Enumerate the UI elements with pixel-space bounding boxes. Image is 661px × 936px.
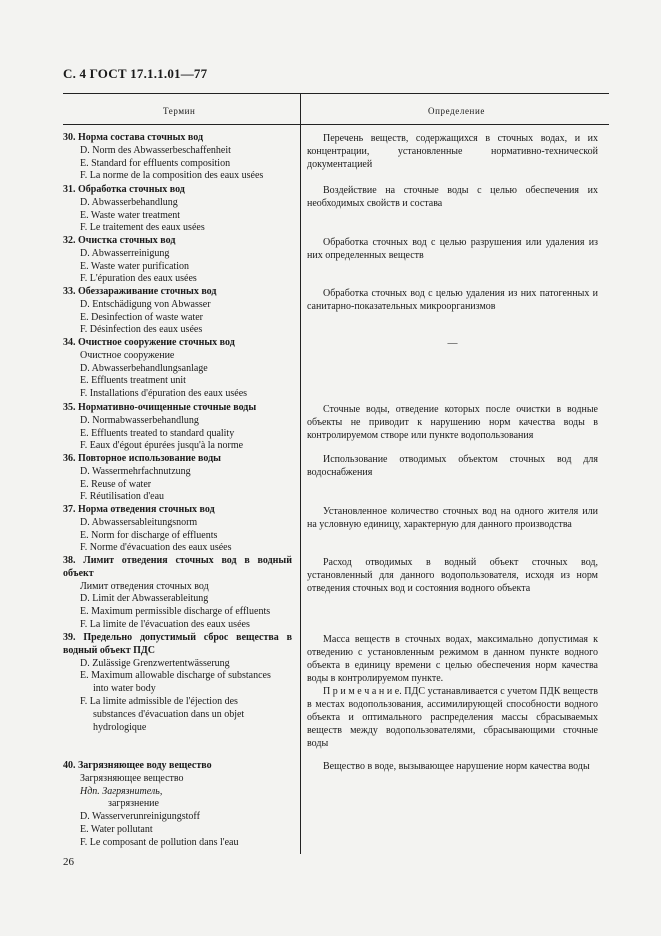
definition-text: Перечень веществ, содержащихся в сточных водах, и их концентрации, установленные нормативно-технической документацией — [307, 133, 598, 170]
page-header: С. 4 ГОСТ 17.1.1.01—77 — [63, 66, 208, 81]
term-translation-en: E. Norm for discharge of effluents — [80, 529, 218, 541]
term-title: 33. Обеззараживание сточных вод — [63, 286, 217, 297]
term-31 — [63, 184, 292, 235]
term-37 — [63, 504, 292, 555]
term-translation-en: E. Effluents treated to standard quality — [80, 427, 235, 439]
term-translation-fr: F. Eaux d'égout épurées jusqu'à la norme — [80, 440, 244, 452]
term-translation-de: D. Norm des Abwasserbeschaffenheit — [80, 144, 231, 156]
term-translation-de: D. Normabwasserbehandlung — [80, 414, 199, 426]
definition-text: Вещество в воде, вызывающее нарушение норм качества воды — [323, 761, 590, 772]
term-35 — [63, 402, 292, 453]
definition-31 — [307, 184, 598, 210]
term-translation-fr-cont: hydrologique — [93, 721, 147, 733]
term-translation-de: D. Limit der Abwasserableitung — [80, 593, 209, 605]
definition-text: Сточные воды, отведение которых после очистки в водные объекты не приводит к нарушению норм качества воды в контролируемом створе или пункте водопользования — [307, 404, 598, 441]
definition-30 — [307, 132, 598, 171]
term-title: 36. Повторное использование воды — [63, 453, 221, 464]
definition-34 — [307, 337, 598, 350]
term-translation-de: D. Entschädigung von Abwasser — [80, 298, 211, 310]
term-38 — [63, 555, 292, 632]
table-header-rule — [63, 124, 609, 125]
term-translation-en: E. Reuse of water — [80, 478, 152, 490]
term-translation-fr: F. Désinfection des eaux usées — [80, 324, 203, 336]
term-translation-en: E. Effluents treatment unit — [80, 375, 186, 387]
term-translation-de: D. Abwasserreinigung — [80, 247, 170, 259]
term-translation-en: E. Waste water treatment — [80, 209, 181, 221]
term-translation-en: E. Maximum permissible discharge of effluents — [80, 606, 271, 618]
term-title: 34. Очистное сооружение сточных вод — [63, 337, 235, 348]
term-translation-fr: F. L'épuration des eaux usées — [80, 273, 197, 285]
term-translation-en: E. Water pollutant — [80, 823, 153, 835]
term-translation-fr: F. Norme d'évacuation des eaux usées — [80, 542, 232, 554]
term-30 — [63, 132, 292, 183]
term-deprecated: Ндп. Загрязнитель, — [80, 785, 163, 797]
term-translation-fr: F. La limite admissible de l'éjection des — [80, 695, 238, 707]
term-translation-fr: F. Installations d'épuration des eaux usées — [80, 388, 248, 400]
term-34 — [63, 337, 292, 401]
term-deprecated-cont: загрязнение — [108, 798, 159, 810]
definition-text: Установленное количество сточных вод на одного жителя или на условную единицу, характерную для данного производства — [307, 506, 598, 530]
term-synonym: Лимит отведения сточных вод — [80, 580, 209, 592]
table-top-rule — [63, 93, 609, 94]
term-translation-fr: F. Le composant de pollution dans l'eau — [80, 836, 239, 848]
column-header-term: Термин — [163, 106, 196, 116]
column-divider-body — [300, 124, 301, 854]
term-title: 40. Загрязняющее воду вещество — [63, 760, 212, 771]
term-translation-de: D. Wassermehrfachnutzung — [80, 465, 191, 477]
term-translation-de: D. Abwasserbehandlung — [80, 196, 178, 208]
term-translation-en: E. Waste water purification — [80, 260, 189, 272]
term-synonym: Очистное сооружение — [80, 349, 175, 361]
term-title: 39. Предельно допустимый сброс вещества в водный объект ПДС — [63, 632, 292, 656]
term-title: 32. Очистка сточных вод — [63, 235, 176, 246]
definition-text: Воздействие на сточные воды с целью обеспечения их необходимых свойств и состава — [307, 185, 598, 209]
term-40 — [63, 760, 292, 850]
term-translation-en: E. Maximum allowable discharge of substances — [80, 670, 271, 682]
term-synonym: Загрязняющее вещество — [80, 772, 184, 784]
term-translation-fr: F. La norme de la composition des eaux usées — [80, 170, 264, 182]
page-number: 26 — [63, 856, 74, 868]
term-translation-de: D. Zulässige Grenzwertentwässerung — [80, 657, 230, 669]
term-title: 38. Лимит отведения сточных вод в водный объект — [63, 555, 292, 579]
term-title: 31. Обработка сточных вод — [63, 184, 185, 195]
definition-dash: — — [447, 338, 458, 349]
term-translation-en: E. Standard for effluents composition — [80, 157, 231, 169]
term-translation-fr-cont: substances d'évacuation dans un objet — [93, 708, 245, 720]
definition-text: Масса веществ в сточных водах, максимально допустимая к отведению с установленным режимом в данном пункте водного объекта в единицу времени с целью обеспечения норм качества воды в контролируемом пункте. — [307, 634, 598, 684]
term-translation-de: D. Wasserverunreinigungstoff — [80, 811, 200, 823]
term-title: 35. Нормативно-очищенные сточные воды — [63, 402, 257, 413]
term-translation-en: E. Desinfection of waste water — [80, 311, 204, 323]
definition-38 — [307, 556, 598, 595]
column-header-definition: Определение — [428, 106, 485, 116]
term-translation-en-cont: into water body — [93, 683, 156, 695]
term-title: 37. Норма отведения сточных вод — [63, 504, 215, 515]
term-translation-de: D. Abwasserbehandlungsanlage — [80, 362, 208, 374]
term-translation-de: D. Abwassersableitungsnorm — [80, 516, 198, 528]
definition-text: Расход отводимых в водный объект сточных вод, установленный для данного водопользователя, исходя из норм отведения сточных вод и состояния водного объекта — [307, 557, 598, 594]
definition-text: Использование отводимых объектом сточных вод для водоснабжения — [307, 454, 598, 478]
definition-39 — [307, 633, 598, 750]
term-title: 30. Норма состава сточных вод — [63, 132, 204, 143]
definition-text: Обработка сточных вод с целью удаления из них патогенных и санитарно-показательных микроорганизмов — [307, 288, 598, 312]
definition-36 — [307, 453, 598, 479]
term-32 — [63, 235, 292, 286]
term-translation-fr: F. Le traitement des eaux usées — [80, 222, 205, 234]
definition-33 — [307, 287, 598, 313]
definition-text: Обработка сточных вод с целью разрушения или удаления из них определенных веществ — [307, 237, 598, 261]
definition-note: П р и м е ч а н и е. ПДС устанавливается с учетом ПДК веществ в местах водопользования, ассимилирующей способности водного объекта и оптимального распределения массы сбрасываемых веществ между водопользователями, сбрасывающими сточные воды — [307, 686, 598, 749]
definition-35 — [307, 403, 598, 442]
definition-37 — [307, 505, 598, 531]
term-translation-fr: F. La limite de l'évacuation des eaux usées — [80, 618, 250, 630]
term-36 — [63, 453, 292, 504]
definition-40 — [307, 760, 598, 773]
column-divider — [300, 93, 301, 124]
definition-32 — [307, 236, 598, 262]
term-39 — [63, 632, 292, 734]
term-translation-fr: F. Réutilisation d'eau — [80, 491, 165, 503]
term-33 — [63, 286, 292, 337]
